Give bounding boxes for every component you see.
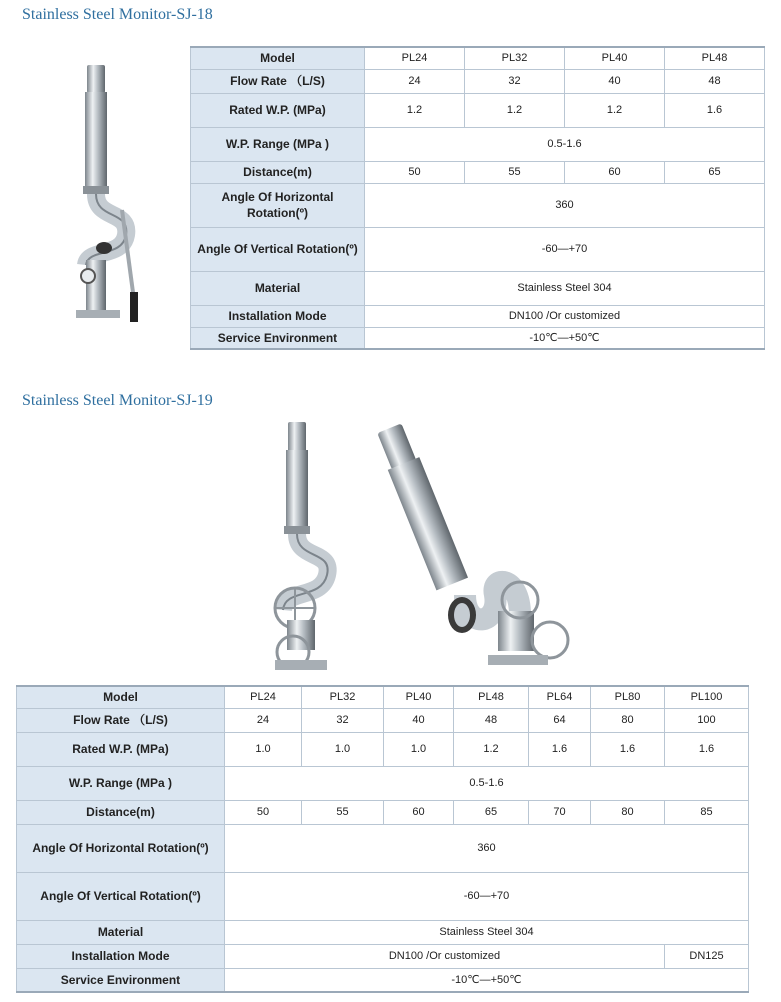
flow-rate-cell: 40 xyxy=(565,69,665,93)
angle-horizontal-cell: 360 xyxy=(225,824,749,872)
model-cell: PL80 xyxy=(591,686,665,708)
model-cell: PL48 xyxy=(665,47,765,69)
label-material: Material xyxy=(17,920,225,944)
model-cell: PL24 xyxy=(365,47,465,69)
product-photo-sj19-angled xyxy=(370,415,570,680)
flow-rate-cell: 64 xyxy=(529,708,591,732)
flow-rate-cell: 24 xyxy=(225,708,302,732)
label-distance: Distance(m) xyxy=(17,800,225,824)
rated-wp-cell: 1.0 xyxy=(225,732,302,766)
rated-wp-cell: 1.6 xyxy=(529,732,591,766)
product-photo-sj19-upright xyxy=(255,420,350,682)
flow-rate-cell: 24 xyxy=(365,69,465,93)
distance-cell: 85 xyxy=(665,800,749,824)
section-title-sj18: Stainless Steel Monitor-SJ-18 xyxy=(22,6,213,23)
wp-range-cell: 0.5-1.6 xyxy=(225,766,749,800)
distance-cell: 65 xyxy=(454,800,529,824)
flow-rate-cell: 100 xyxy=(665,708,749,732)
label-installation: Installation Mode xyxy=(17,944,225,968)
label-angle-vertical: Angle Of Vertical Rotation(º) xyxy=(17,872,225,920)
label-installation: Installation Mode xyxy=(191,305,365,327)
model-cell: PL64 xyxy=(529,686,591,708)
distance-cell: 55 xyxy=(302,800,384,824)
spec-table-sj19 xyxy=(16,685,749,993)
label-wp-range: W.P. Range (MPa ) xyxy=(191,127,365,161)
installation-cell: DN100 /Or customized xyxy=(365,305,765,327)
label-angle-horizontal: Angle Of Horizontal Rotation(º) xyxy=(17,824,225,872)
label-distance: Distance(m) xyxy=(191,161,365,183)
distance-cell: 55 xyxy=(465,161,565,183)
wp-range-cell: 0.5-1.6 xyxy=(365,127,765,161)
angle-vertical-cell: -60—+70 xyxy=(365,227,765,271)
label-rated-wp: Rated W.P. (MPa) xyxy=(191,93,365,127)
rated-wp-cell: 1.2 xyxy=(565,93,665,127)
label-material: Material xyxy=(191,271,365,305)
label-angle-horizontal: Angle Of Horizontal Rotation(º) xyxy=(191,183,365,227)
rated-wp-cell: 1.0 xyxy=(302,732,384,766)
label-angle-vertical: Angle Of Vertical Rotation(º) xyxy=(191,227,365,271)
installation-cell: DN100 /Or customized xyxy=(225,944,665,968)
label-environment: Service Environment xyxy=(17,968,225,992)
angle-vertical-cell: -60—+70 xyxy=(225,872,749,920)
label-flow-rate: Flow Rate （L/S) xyxy=(191,69,365,93)
distance-cell: 65 xyxy=(665,161,765,183)
distance-cell: 60 xyxy=(565,161,665,183)
section-title-sj19: Stainless Steel Monitor-SJ-19 xyxy=(22,392,213,409)
label-wp-range: W.P. Range (MPa ) xyxy=(17,766,225,800)
rated-wp-cell: 1.0 xyxy=(384,732,454,766)
distance-cell: 50 xyxy=(365,161,465,183)
distance-cell: 60 xyxy=(384,800,454,824)
rated-wp-cell: 1.6 xyxy=(665,732,749,766)
environment-cell: -10℃—+50℃ xyxy=(225,968,749,992)
distance-cell: 70 xyxy=(529,800,591,824)
spec-table-sj18 xyxy=(190,46,765,350)
flow-rate-cell: 32 xyxy=(465,69,565,93)
installation-alt-cell: DN125 xyxy=(665,944,749,968)
material-cell: Stainless Steel 304 xyxy=(365,271,765,305)
flow-rate-cell: 32 xyxy=(302,708,384,732)
rated-wp-cell: 1.2 xyxy=(365,93,465,127)
rated-wp-cell: 1.2 xyxy=(465,93,565,127)
model-cell: PL32 xyxy=(465,47,565,69)
label-environment: Service Environment xyxy=(191,327,365,349)
label-model: Model xyxy=(191,47,365,69)
flow-rate-cell: 48 xyxy=(454,708,529,732)
model-cell: PL40 xyxy=(384,686,454,708)
rated-wp-cell: 1.2 xyxy=(454,732,529,766)
environment-cell: -10℃—+50℃ xyxy=(365,327,765,349)
label-model: Model xyxy=(17,686,225,708)
material-cell: Stainless Steel 304 xyxy=(225,920,749,944)
model-cell: PL48 xyxy=(454,686,529,708)
distance-cell: 80 xyxy=(591,800,665,824)
angle-horizontal-cell: 360 xyxy=(365,183,765,227)
product-photo-sj18 xyxy=(60,60,150,340)
model-cell: PL40 xyxy=(565,47,665,69)
model-cell: PL32 xyxy=(302,686,384,708)
label-flow-rate: Flow Rate （L/S) xyxy=(17,708,225,732)
model-cell: PL24 xyxy=(225,686,302,708)
rated-wp-cell: 1.6 xyxy=(591,732,665,766)
rated-wp-cell: 1.6 xyxy=(665,93,765,127)
model-cell: PL100 xyxy=(665,686,749,708)
flow-rate-cell: 80 xyxy=(591,708,665,732)
flow-rate-cell: 48 xyxy=(665,69,765,93)
flow-rate-cell: 40 xyxy=(384,708,454,732)
label-rated-wp: Rated W.P. (MPa) xyxy=(17,732,225,766)
distance-cell: 50 xyxy=(225,800,302,824)
